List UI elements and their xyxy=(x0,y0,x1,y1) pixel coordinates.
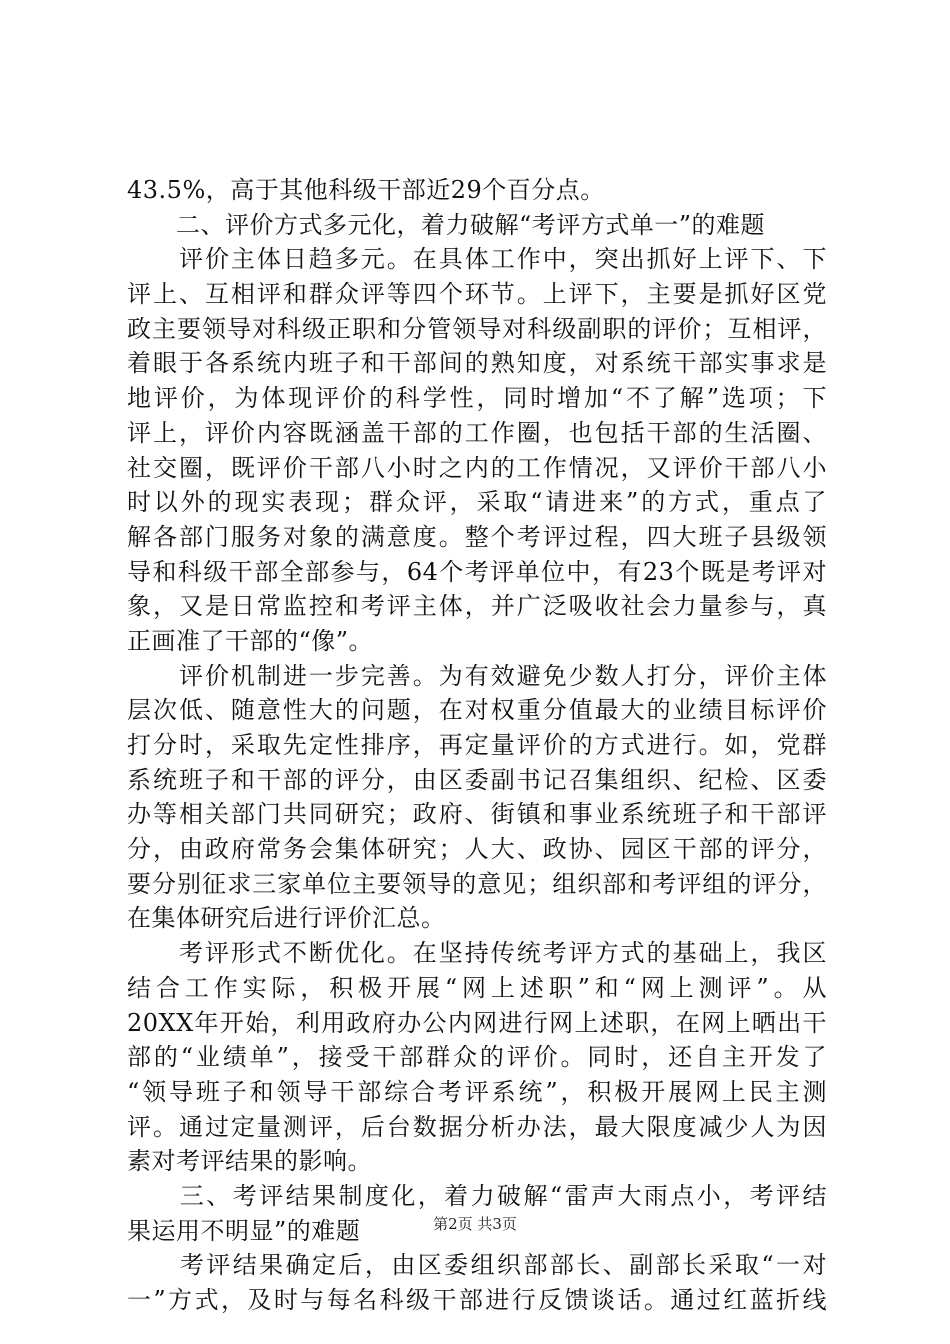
text-line: 评上、互相评和群众评等四个环节。上评下，主要是抓好区党 xyxy=(127,280,827,309)
text-line: 分，由政府常务会集体研究；人大、政协、园区干部的评分， xyxy=(127,835,827,864)
document-body xyxy=(127,173,827,1318)
text-line: 层次低、随意性大的问题，在对权重分值最大的业绩目标评价 xyxy=(127,696,827,725)
text-line: 部的“业绩单”，接受干部群众的评价。同时，还自主开发了 xyxy=(127,1043,827,1072)
text-line: 评价主体日趋多元。在具体工作中，突出抓好上评下、下 xyxy=(127,245,827,274)
text-line: 考评结果确定后，由区委组织部部长、副部长采取“一对 xyxy=(127,1251,827,1280)
text-line: 素对考评结果的影响。 xyxy=(127,1147,372,1176)
text-line: 果运用不明显”的难题 xyxy=(127,1216,361,1245)
text-line: 打分时，采取先定性排序，再定量评价的方式进行。如，党群 xyxy=(127,731,827,759)
text-line: 导和科级干部全部参与，64个考评单位中，有23个既是考评对 xyxy=(127,557,827,586)
text-line: 社交圈，既评价干部八小时之内的工作情况，又评价干部八小 xyxy=(127,453,827,482)
text-line: 系统班子和干部的评分，由区委副书记召集组织、纪检、区委 xyxy=(127,765,827,794)
text-line: 办等相关部门共同研究；政府、街镇和事业系统班子和干部评 xyxy=(127,800,827,829)
text-line: 考评形式不断优化。在坚持传统考评方式的基础上，我区 xyxy=(127,939,827,968)
text-line: 要分别征求三家单位主要领导的意见；组织部和考评组的评分， xyxy=(127,869,827,898)
text-line: “领导班子和领导干部综合考评系统”，积极开展网上民主测 xyxy=(127,1077,827,1106)
text-line: 时以外的现实表现；群众评，采取“请进来”的方式，重点了 xyxy=(127,488,827,517)
text-line: 一”方式，及时与每名科级干部进行反馈谈话。通过红蓝折线 xyxy=(127,1286,827,1314)
text-line: 评。通过定量测评，后台数据分析办法，最大限度减少人为因 xyxy=(127,1112,827,1141)
page-footer xyxy=(0,1214,950,1234)
text-line: 评价机制进一步完善。为有效避免少数人打分，评价主体 xyxy=(127,661,827,690)
text-line: 着眼于各系统内班子和干部间的熟知度，对系统干部实事求是 xyxy=(127,349,827,378)
text-line: 43.5%，高于其他科级干部近29个百分点。 xyxy=(127,176,605,204)
text-line: 20XX年开始，利用政府办公内网进行网上述职，在网上晒出干 xyxy=(127,1008,827,1037)
text-line: 二、评价方式多元化，着力破解“考评方式单一”的难题 xyxy=(127,210,766,239)
page-number: 第2页 共3页 xyxy=(433,1215,517,1233)
text-line: 地评价，为体现评价的科学性，同时增加“不了解”选项；下 xyxy=(127,384,827,413)
text-line: 象，又是日常监控和考评主体，并广泛吸收社会力量参与，真 xyxy=(127,592,827,621)
text-line: 评上，评价内容既涵盖干部的工作圈，也包括干部的生活圈、 xyxy=(127,418,827,447)
text-line: 解各部门服务对象的满意度。整个考评过程，四大班子县级领 xyxy=(127,522,827,551)
text-line: 三、考评结果制度化，着力破解“雷声大雨点小，考评结 xyxy=(127,1181,827,1210)
text-line: 在集体研究后进行评价汇总。 xyxy=(127,904,446,933)
text-line: 结合工作实际，积极开展“网上述职”和“网上测评”。从 xyxy=(127,973,827,1002)
text-line: 正画准了干部的“像”。 xyxy=(127,626,374,655)
text-line: 政主要领导对科级正职和分管领导对科级副职的评价；互相评， xyxy=(127,314,827,343)
text-lines xyxy=(127,173,827,1318)
